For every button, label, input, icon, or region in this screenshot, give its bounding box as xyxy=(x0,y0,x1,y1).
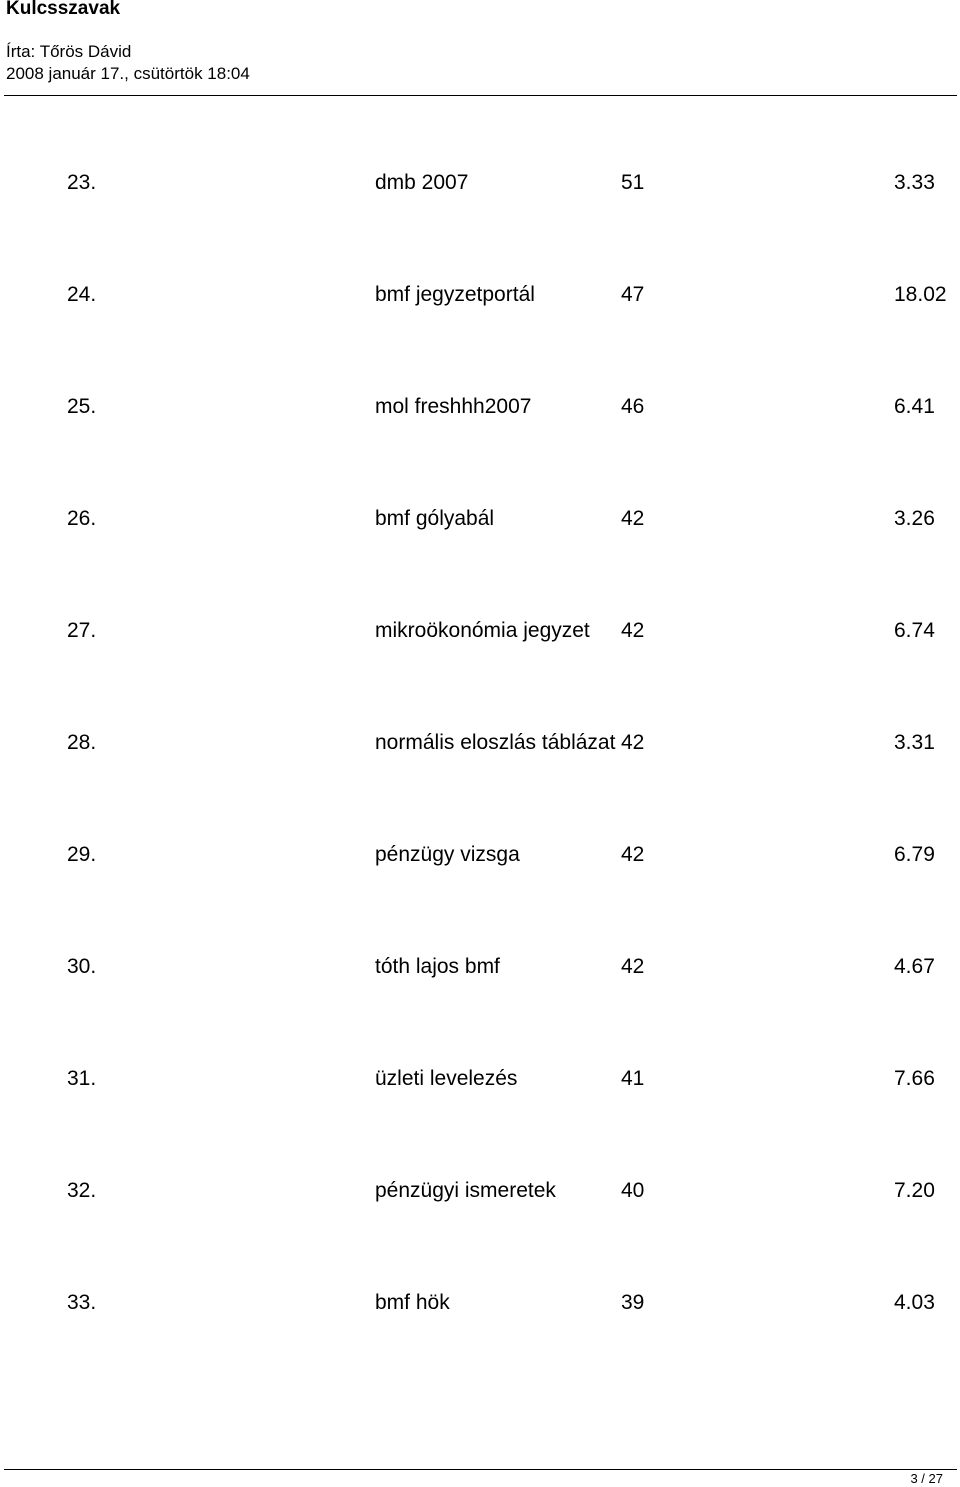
table-row xyxy=(0,1066,960,1092)
term-cell: pénzügy vizsga xyxy=(375,843,520,866)
count-cell: 42 xyxy=(621,507,645,530)
table-row xyxy=(0,842,960,868)
percent-cell: 7.20 xyxy=(894,1179,935,1202)
term-cell: tóth lajos bmf xyxy=(375,955,500,978)
rank-cell: 24. xyxy=(67,283,97,306)
term-cell: dmb 2007 xyxy=(375,171,469,194)
header-divider xyxy=(4,95,957,96)
table-row xyxy=(0,394,960,420)
rank-cell: 23. xyxy=(67,171,97,194)
count-cell: 42 xyxy=(621,731,645,754)
term-cell: mol freshhh2007 xyxy=(375,395,532,418)
count-cell: 46 xyxy=(621,395,645,418)
rank-cell: 25. xyxy=(67,395,97,418)
table-row xyxy=(0,282,960,308)
term-cell: üzleti levelezés xyxy=(375,1067,518,1090)
rank-cell: 31. xyxy=(67,1067,97,1090)
table-row xyxy=(0,170,960,196)
percent-cell: 6.41 xyxy=(894,395,935,418)
term-cell: mikroökonómia jegyzet xyxy=(375,619,590,642)
table-row xyxy=(0,1290,960,1316)
count-cell: 41 xyxy=(621,1067,645,1090)
percent-cell: 18.02 xyxy=(894,283,947,306)
table-row xyxy=(0,954,960,980)
table-row xyxy=(0,1178,960,1204)
count-cell: 40 xyxy=(621,1179,645,1202)
page-title: Kulcsszavak xyxy=(6,0,121,19)
page-number: 3 / 27 xyxy=(910,1471,943,1486)
term-cell: pénzügyi ismeretek xyxy=(375,1179,556,1202)
count-cell: 39 xyxy=(621,1291,645,1314)
table-row xyxy=(0,506,960,532)
page-header xyxy=(6,0,956,84)
rank-cell: 26. xyxy=(67,507,97,530)
count-cell: 42 xyxy=(621,843,645,866)
count-cell: 42 xyxy=(621,955,645,978)
percent-cell: 6.74 xyxy=(894,619,935,642)
rank-cell: 30. xyxy=(67,955,97,978)
rank-cell: 32. xyxy=(67,1179,97,1202)
table-row xyxy=(0,730,960,756)
count-cell: 42 xyxy=(621,619,645,642)
percent-cell: 4.67 xyxy=(894,955,935,978)
rank-cell: 27. xyxy=(67,619,97,642)
percent-cell: 3.26 xyxy=(894,507,935,530)
rank-cell: 33. xyxy=(67,1291,97,1314)
date-line: 2008 január 17., csütörtök 18:04 xyxy=(6,64,250,83)
percent-cell: 4.03 xyxy=(894,1291,935,1314)
rank-cell: 28. xyxy=(67,731,97,754)
percent-cell: 3.33 xyxy=(894,171,935,194)
term-cell: bmf hök xyxy=(375,1291,450,1314)
term-cell: bmf jegyzetportál xyxy=(375,283,535,306)
footer-divider xyxy=(4,1469,957,1470)
percent-cell: 3.31 xyxy=(894,731,935,754)
term-cell: bmf gólyabál xyxy=(375,507,495,530)
percent-cell: 7.66 xyxy=(894,1067,935,1090)
count-cell: 51 xyxy=(621,171,645,194)
rank-cell: 29. xyxy=(67,843,97,866)
term-cell: normális eloszlás táblázat xyxy=(375,731,616,754)
count-cell: 47 xyxy=(621,283,645,306)
author-line: Írta: Tőrös Dávid xyxy=(6,42,132,61)
table-row xyxy=(0,618,960,644)
percent-cell: 6.79 xyxy=(894,843,935,866)
